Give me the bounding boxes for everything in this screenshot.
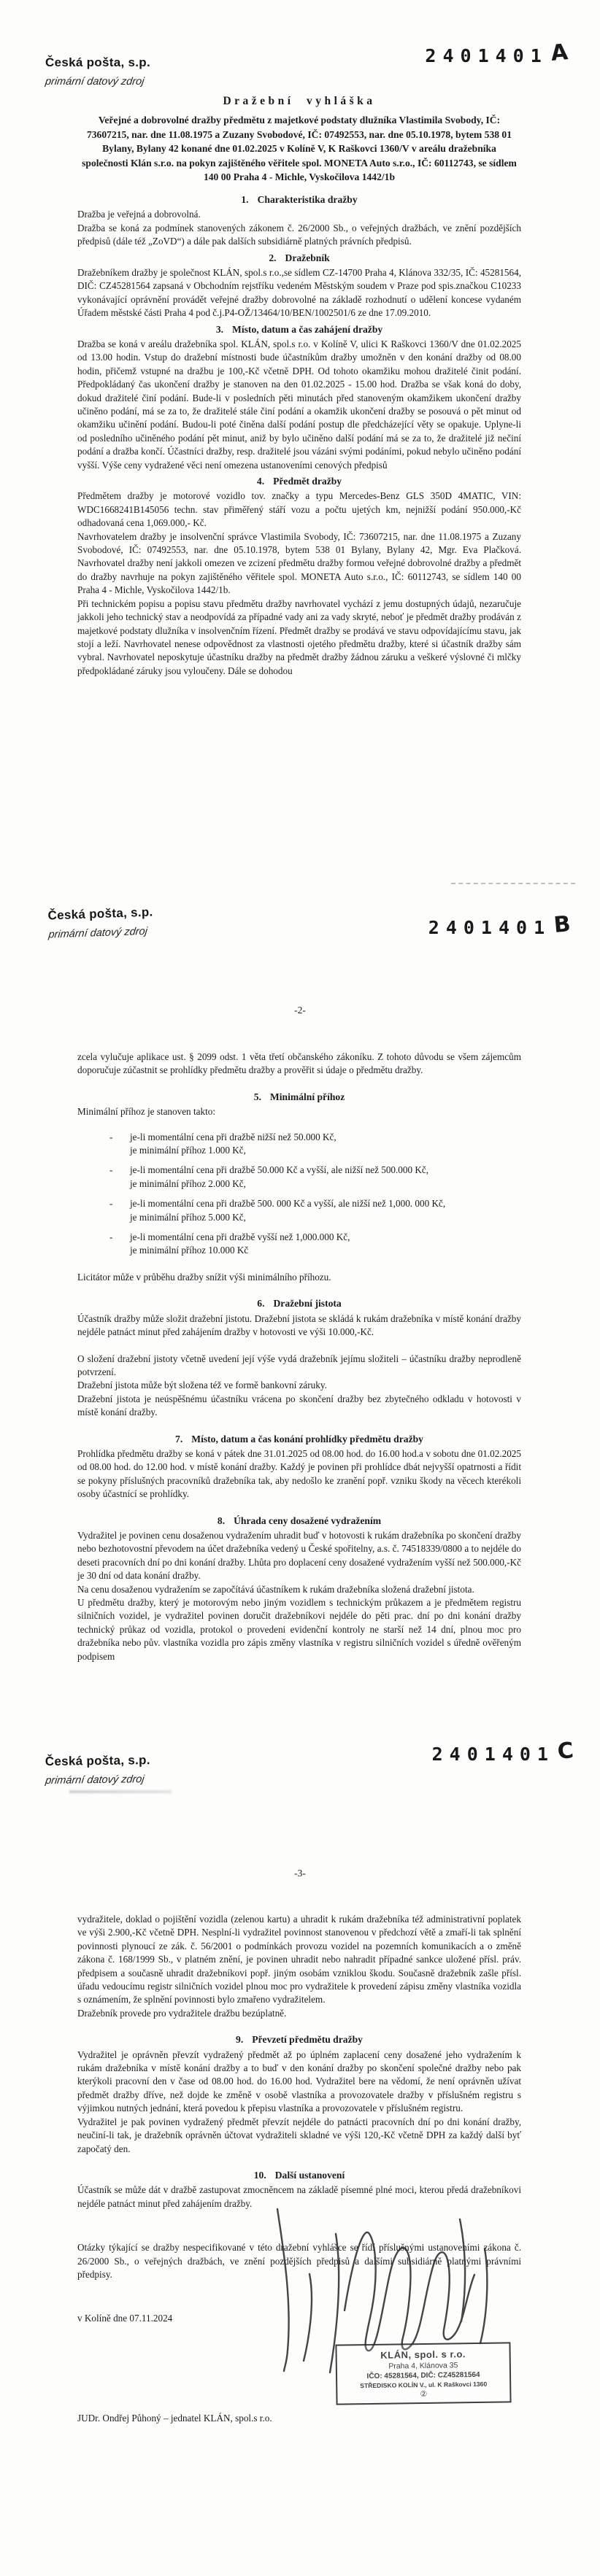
- company-name: Česká pošta, s.p.: [47, 905, 153, 923]
- list-line: je-li momentální cena při dražbě nižší než 50.000 Kč,: [130, 1131, 336, 1142]
- dash-marker: -: [109, 1231, 113, 1243]
- bid-increment-list: [77, 1131, 521, 1258]
- section-number: 10.: [253, 2169, 266, 2181]
- section-heading: [77, 1091, 521, 1104]
- stamp-letter: B: [553, 911, 572, 938]
- stamp-letter: A: [550, 39, 569, 66]
- page-2: [0, 859, 600, 1717]
- section-number: 1.: [241, 193, 249, 205]
- paragraph: Licitátor může v průběhu dražby snížit výši minimálního příhozu.: [77, 1271, 331, 1283]
- paragraph: Vydražitel je pak povinen vydražený předmět převzít nejdéle do patnácti pracovních dní po dni konání dražby, neučiní-li tak, je dražebník oprávněn účtovat vydražiteli skladné ve výši 120,-Kč včetně DPH za každý další byť započatý den.: [77, 2116, 521, 2154]
- list-line: je minimální příhoz 10.000 Kč: [130, 1245, 249, 1256]
- paragraph: Dražba se koná za podmínek stanovených zákonem č. 26/2000 Sb., o veřejných dražbách, ve znění pozdějších předpisů (dále též „ZoVD“) a dále pak dalších subsidiárně platných právních předpisů.: [77, 222, 521, 247]
- paragraph: Dražební jistota může být složena též ve formě bankovní záruky.: [77, 1380, 327, 1391]
- section-title: Další ustanovení: [274, 2169, 345, 2181]
- data-source-line: primární datový zdroj: [44, 76, 145, 88]
- company-name: Česká pošta, s.p.: [45, 55, 150, 69]
- sender-header: [45, 55, 150, 88]
- section-number: 3.: [215, 323, 224, 335]
- section-heading: [77, 252, 521, 265]
- list-line: je-li momentální cena při dražbě 50.000 Kč a vyšší, ale nižší než 500.000 Kč,: [130, 1164, 429, 1176]
- company-stamp-branch: STŘEDISKO KOLÍN V., ul. K Raškovci 1360: [360, 2380, 488, 2390]
- section-title: Charakteristika dražby: [257, 193, 358, 205]
- section-number: 4.: [256, 476, 265, 487]
- page-number: -2-: [294, 1005, 306, 1016]
- section-title: Minimální příhoz: [269, 1091, 345, 1102]
- section-title: Dražební jistota: [273, 1298, 342, 1310]
- sender-header: [45, 1753, 151, 1787]
- list-item: [109, 1131, 521, 1158]
- paragraph: Účastník se může dát v dražbě zastupovat zmocněncem na základě písemné plné moci, kterou předá dražebníkovi nejdéle patnáct minut před zahájením dražby.: [77, 2184, 521, 2209]
- dateline: v Kolíně dne 07.11.2024: [77, 2313, 173, 2324]
- paragraph: Na cenu dosaženou vydražením se započítává účastníkem k rukám dražebníka složená dražební jistota.: [77, 1583, 474, 1595]
- page-body: [77, 1051, 521, 1663]
- section-heading: [77, 1433, 521, 1446]
- section-heading: [77, 193, 521, 206]
- company-stamp-ids: IČO: 45281564, DIČ: CZ45281564: [366, 2370, 480, 2381]
- section-number: 9.: [236, 2034, 244, 2046]
- company-stamp-address: Praha 4, Klánova 35: [388, 2361, 458, 2371]
- dash-marker: -: [109, 1164, 113, 1176]
- section-heading: [77, 323, 521, 336]
- scan-artifact-dashes: [451, 883, 575, 884]
- list-line: je minimální příhoz 5.000 Kč,: [130, 1211, 246, 1223]
- list-item: [109, 1164, 521, 1191]
- scan-artifact-smudge: [69, 1790, 172, 1793]
- paragraph: Dražba se koná v areálu dražebníka spol. KLÁN, spol.s r.o. v Kolíně V, ulici K Raškovci 1360/V dne 01.02.2025 od 13.00 hodin. Vstup do dražební místnosti bude účastníkům dražby umožněn v den konání dražby od 08.00 hodin, přičemž vstupné na dražbu je 100,-Kč včetně DPH. Od tohoto okamžiku mohou dražitelé činit podání. Předpokládaný čas ukončení dražby je stanoven na den 01.02.2025 - 15.00 hod. Dražba se však koná do doby, dokud dražitelé činí podání. Bude-li v posledních pěti minutách před stanoveným okamžikem ukončení dražby učiněno podání, má se za to, že dražitelé stále činí podání a okamžik ukončení dražby se posouvá o pět minut od okamžiku učinění podání. Budou-li poté činěna další podání postup dle předcházející věty se opakuje. Uplyne-li od posledního učiněného podání pět minut, aniž by bylo učiněno další podání má se za to, že dražitelé již nečiní podání a dražba končí. Účastníci dražby, resp. dražitelé jsou vázáni svými podáními, pokud nebylo učiněno podání vyšší. Výše ceny vydražené věci není omezena ustanoveními cenových předpisů: [77, 338, 521, 471]
- paragraph: zcela vylučuje aplikace ust. § 2099 odst. 1 věta třetí občanského zákoníku. Z tohoto důvodu se všem zájemcům doporučuje zúčastnit se prohlídky předmětu dražby a prověřit si údaje o předmětu dražby.: [77, 1051, 521, 1076]
- paragraph: Dražební jistota je neúspěšnému účastníku vrácena po skončení dražby bez zbytečného odkladu v hotovosti v místě konání dražby.: [77, 1393, 521, 1418]
- stamp-number: 2401401: [425, 45, 548, 66]
- company-stamp-name: KLÁN, spol. s r.o.: [380, 2348, 466, 2361]
- section-number: 7.: [175, 1433, 183, 1444]
- section-number: 6.: [257, 1298, 265, 1310]
- list-line: je minimální příhoz 2.000 Kč,: [130, 1177, 246, 1189]
- section-title: Místo, datum a čas konání prohlídky předmětu dražby: [191, 1433, 423, 1444]
- paragraph: Účastník dražby může složit dražební jistotu. Dražební jistota se skládá k rukám dražebníka v místě konání dražby nejdéle patnáct minut před zahájením dražby v hotovosti ve výši 10.000,-Kč.: [77, 1312, 521, 1338]
- list-item: [109, 1231, 521, 1258]
- dash-marker: -: [109, 1131, 113, 1142]
- section-title: Místo, datum a čas zahájení dražby: [232, 323, 383, 335]
- section-number: 2.: [269, 252, 277, 263]
- dash-marker: -: [109, 1198, 113, 1210]
- page-number: -3-: [294, 1868, 306, 1879]
- section-title: Úhrada ceny dosažené vydražením: [234, 1515, 382, 1526]
- paragraph: Dražebníkem dražby je společnost KLÁN, spol.s r.o.,se sídlem CZ-14700 Praha 4, Klánova 332/35, IČ: 45281564, DIČ: CZ45281564 zapsaná v Obchodním rejstříku vedeném Městským soudem v Praze pod spis.značkou C10233 vykonávající oprávnění provádět veřejné dražby dobrovolné na základě rozhodnutí o udělení koncese vydaném Úřadem městské části Praha 4 pod č.j.P4-OŽ/13464/10/BEN/1002501/6 ze dne 17.09.2010.: [77, 266, 521, 319]
- id-stamp: [425, 39, 569, 68]
- page-1: [0, 0, 600, 859]
- data-source-line: primární datový zdroj: [47, 925, 148, 941]
- stamp-letter: C: [556, 1738, 575, 1765]
- paragraph: Navrhovatelem dražby je insolvenční správce Vlastimila Svobody, IČ: 73607215, nar. dne 11.08.1975 a Zuzany Svobodové, IČ: 07492553, nar. dne 05.10.1978, bytem 538 01 Bylany, Bylany 42, Mgr. Eva Plačková. Navrhovatel dražby není jakkoli omezen ve zcizení předmětu dražby formou veřejné dobrovolné dražby a předmět do dražby navrhuje na pokyn zajištěného věřitele spol. MONETA Auto s.r.o., IČ: 60112743, se sídlem 140 00 Praha 4 - Michle, Vyskočilova 1442/1b.: [77, 530, 521, 596]
- paragraph: vydražitele, doklad o pojištění vozidla (zelenou kartu) a uhradit k rukám dražebníka též administrativní poplatek ve výši 2.900,-Kč včetně DPH. Nesplní-li vydražitel povinnost stanovenou v předchozí větě a zmaří-li tak splnění povinnosti plynoucí ze zák. č. 56/2001 o podmínkách provozu vozidel na pozemních komunikacích a o změně zákona č. 168/1999 Sb., v platném znění, je povinen uhradit nebo nahradit případné sankce uložené přísl. práv. předpisem a současně uhradit dražebníkovi popř. jiným osobám vzniklou škodu. Současně dražebník zašle přísl. úřadu vedoucímu registr silničních vozidel plnou moc pro vydražitele k provedení zápisu změny vlastníka vozidla s oznámením, že splnění povinnosti bylo zmařeno vydražitelem.: [77, 1914, 521, 2006]
- document-title: Dražební vyhláška: [223, 95, 376, 107]
- stamp-number: 2401401: [428, 917, 552, 938]
- paragraph: Otázky týkající se dražby nespecifikované v této dražební vyhlášce se řídí příslušnými ustanoveními zákona č. 26/2000 Sb., o veřejných dražbách, ve znění pozdějších předpisů a dalšími subsidiárně platnými právními předpisy.: [77, 2242, 521, 2280]
- paragraph: U předmětu dražby, který je motorovým nebo jiným vozidlem s technickým průkazem a je předmětem registru silničních vozidel, je vydražitel povinen doručit dražebníkovi nejdéle do pěti prac. dní po dni konání dražby technický průkaz od vozidla, protokol o provedeni evidenční kontroly ne starší než 14 dní, plnou moc pro dražebníka nebo pův. vlastníka vozidla pro zápis změny vlastníka v registru silničních vozidel s úředně ověřeným podpisem: [77, 1597, 521, 1662]
- paragraph: Při technickém popisu a popisu stavu předmětu dražby navrhovatel vychází z jemu dostupných údajů, nezaručuje jakkoli jeho technický stav a neodpovídá za případné vady ani za vady skryté, neboť je předmět dražby prodáván z majetkové podstaty dlužníka v insolvenčním řízení. Předmět dražby se prodává ve stavu odpovídajícímu stavu, jak stojí a leží. Navrhovatel nenese odpovědnost za vlastnosti ojetého předmětu dražby, které si účastník dražby sám vybral. Navrhovatel neposkytuje účastníku dražby na předmět dražby žádnou záruku a veškeré výslovné či mlčky předpokládané záruky jsou vyloučeny. Dále se dohodou: [77, 597, 521, 676]
- page-3: [0, 1717, 600, 2576]
- id-stamp: [428, 911, 572, 940]
- sender-header: [47, 905, 153, 941]
- paragraph: Dražba je veřejná a dobrovolná.: [77, 209, 201, 220]
- document-subtitle: Veřejné a dobrovolné dražby předmětu z majetkové podstaty dlužníka Vlastimila Svobody, IČ: 73607215, nar. dne 11.08.1975 a Zuzany Svobodové, IČ: 07492553, nar. dne 05.10.1978, bytem 538 01 Bylany, Bylany 42 konané dne 01.02.2025 v Kolíně V, K Raškovci 1360/V v areálu dražebníka společnosti Klán s.r.o. na pokyn zajištěného věřitele spol. MONETA Auto s.r.o., IČ: 60112743, se sídlem 140 00 Praha 4 - Michle, Vyskočilova 1442/1b: [82, 115, 517, 183]
- section-heading: [77, 1297, 521, 1310]
- list-line: je-li momentální cena při dražbě vyšší než 1,000.000 Kč,: [130, 1231, 350, 1243]
- id-stamp: [431, 1738, 575, 1766]
- stamp-number: 2401401: [431, 1744, 555, 1765]
- company-name: Česká pošta, s.p.: [45, 1752, 150, 1769]
- section-number: 8.: [217, 1515, 226, 1526]
- list-item: [109, 1197, 521, 1224]
- data-source-line: primární datový zdroj: [45, 1774, 145, 1787]
- company-stamp-index: ②: [420, 2389, 428, 2399]
- paragraph: Minimální příhoz je stanoven takto:: [77, 1106, 215, 1118]
- paragraph: Prohlídka předmětu dražby se koná v pátek dne 31.01.2025 od 08.00 hod. do 16.00 hod.a v sobotu dne 01.02.2025 od 08.00 hod. do 12.00 hod. v místě konání dražby. Každý je povinen při prohlídce dbát nejvyšší opatrnosti a řídit se pokyny příslušných pracovníků dražebníka tak, aby nedošlo ke zranění popř. vzniku škody na věcech kterékoli osoby účastnící se prohlídky.: [77, 1447, 521, 1500]
- section-heading: [77, 475, 521, 488]
- section-heading: [77, 2033, 521, 2046]
- signoff: JUDr. Ondřej Půhoný – jednatel KLÁN, spol.s r.o.: [77, 2412, 272, 2424]
- section-title: Dražebník: [285, 252, 330, 263]
- company-stamp: [335, 2342, 511, 2405]
- section-number: 5.: [253, 1091, 261, 1102]
- paragraph: Vydražitel je povinen cenu dosaženou vydražením uhradit buď v hotovosti k rukám dražebníka po skončení dražby nebo bezhotovostní převodem na účet dražebníka vedený u České spořitelny, a.s. č. 74518339/0800 a to nejdéle do deseti pracovních dní po dni konání dražby. Lhůta pro doplacení ceny dosažené vydražením vyšší než 500.000,-Kč je 30 dní od data konání dražby.: [77, 1529, 521, 1582]
- paragraph: O složení dražební jistoty včetně uvedení její výše vydá dražebník jejímu složiteli – účastníku dražby neprodleně potvrzení.: [77, 1353, 521, 1377]
- section-title: Předmět dražby: [273, 476, 342, 487]
- list-line: je minimální příhoz 1.000 Kč,: [130, 1145, 246, 1156]
- section-heading: [77, 2169, 521, 2182]
- section-title: Převzetí předmětu dražby: [252, 2034, 363, 2046]
- paragraph: Vydražitel je oprávněn převzít vydražený předmět až po úplném zaplacení ceny dosažené jeho vydražením k rukám dražebníka v místě konání dražby a to buď v den konání dražby po skončení společné dražby nebo pak kterýkoli pracovní den v čase od 08.00 hod. do 16.00 hod. Vydražitel bere na vědomí, že není oprávněn užívat předmět dražby dříve, než dojde ke změně v osobě vlastníka a provozovatele dražby v příslušném registru s výjimkou nutných jednání, která povedou k přepisu vlastníka a provozovatele v příslušném registru.: [77, 2049, 521, 2114]
- paragraph: Předmětem dražby je motorové vozidlo tov. značky a typu Mercedes-Benz GLS 350D 4MATIC, VIN: WDC1668241B145056 techn. stav přiměřený stáří vozu a počtu ujetých km, nejnižší podání 950.000,-Kč odhadovaná cena 1,069.000,- Kč.: [77, 490, 521, 529]
- section-heading: [77, 1515, 521, 1528]
- list-line: je-li momentální cena při dražbě 500. 000 Kč a vyšší, ale nižší než 1,000. 000 Kč,: [130, 1198, 446, 1210]
- page-body: [77, 193, 521, 678]
- paragraph: Dražebník provede pro vydražitele dražbu bezúplatně.: [77, 2007, 287, 2019]
